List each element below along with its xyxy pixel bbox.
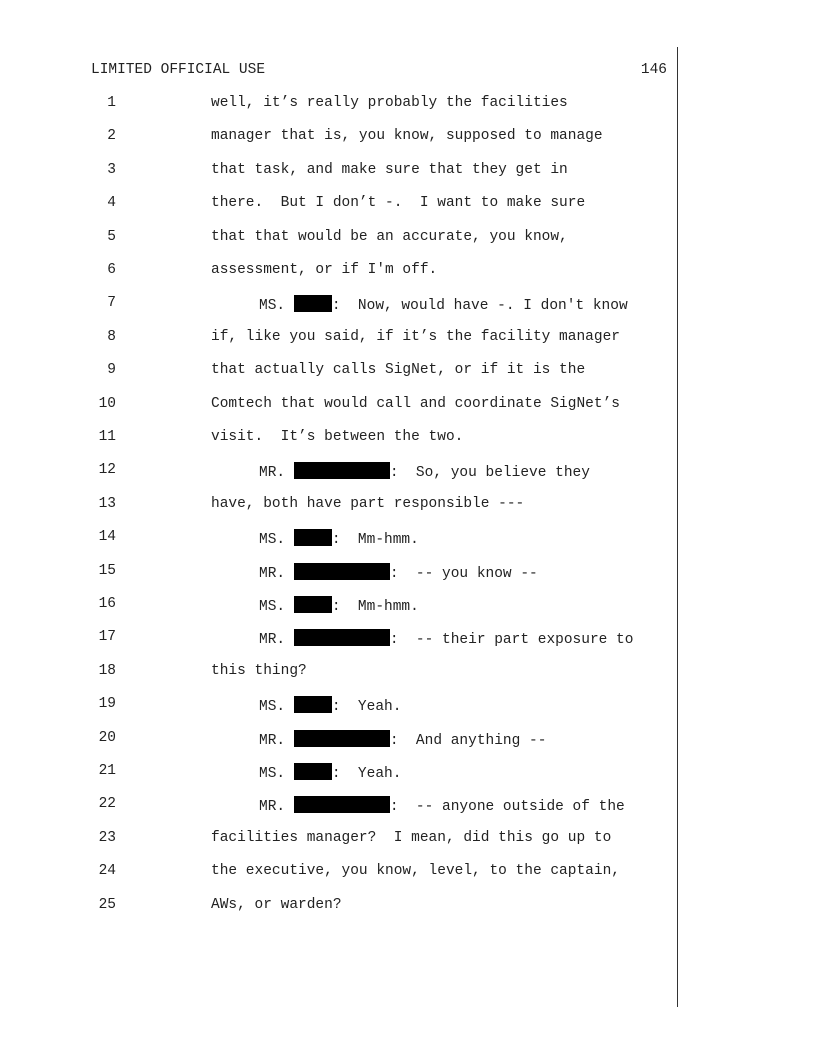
line-number: 17 [98,629,116,646]
speaker-text: : And anything -- [389,732,547,749]
line-number: 9 [107,362,116,379]
speaker-text: : Mm-hmm. [331,532,419,549]
speaker-title: MS. [259,599,294,615]
line-number: 20 [98,729,116,746]
page-header-classification: LIMITED OFFICIAL USE [91,62,266,78]
speaker-line [259,462,590,481]
speaker-title: MR. [259,632,294,649]
redaction-box [294,529,332,546]
speaker-line [259,629,633,648]
line-number: 2 [107,128,116,145]
speaker-title: MR. [259,465,294,482]
line-text: AWs, or warden? [211,896,342,913]
line-text: if, like you said, if it’s the facility manager [211,328,620,345]
speaker-line [259,763,401,782]
line-text: manager that is, you know, supposed to manage [211,128,603,145]
line-number: 7 [107,295,116,312]
line-number: 22 [98,796,116,813]
speaker-text: : Now, would have -. I don't know [331,298,628,315]
line-text: that that would be an accurate, you know, [211,228,568,245]
line-number: 8 [107,328,116,345]
speaker-text: : Mm-hmm. [331,599,419,615]
line-number: 6 [107,262,116,278]
line-number: 16 [98,596,116,612]
speaker-text: : So, you believe they [389,465,590,482]
speaker-line [259,563,538,582]
line-number: 13 [98,495,116,512]
line-number: 5 [107,228,116,245]
margin-rule [677,47,678,1007]
redaction-box [294,629,390,646]
line-number: 18 [98,662,116,679]
speaker-line [259,529,419,548]
speaker-line [259,730,546,749]
speaker-title: MS. [259,699,294,716]
speaker-title: MR. [259,565,294,582]
line-text: that actually calls SigNet, or if it is the [211,362,586,379]
line-number: 1 [107,95,116,111]
speaker-text: : -- their part exposure to [389,632,634,649]
line-text: that task, and make sure that they get in [211,161,568,178]
line-text: visit. It’s between the two. [211,429,464,445]
line-number: 24 [98,863,116,880]
redaction-box [294,730,390,747]
line-text: there. But I don’t -. I want to make sure [211,195,586,212]
redaction-box [294,763,332,780]
speaker-line [259,596,419,615]
speaker-text: : Yeah. [331,766,402,782]
line-text: the executive, you know, level, to the captain, [211,863,620,880]
line-number: 23 [98,829,116,846]
speaker-title: MS. [259,532,294,549]
redaction-box [294,696,332,713]
speaker-line [259,696,401,715]
line-number: 14 [98,529,116,546]
line-number: 15 [98,562,116,579]
line-text: this thing? [211,662,307,679]
line-number: 3 [107,161,116,178]
redaction-box [294,796,390,813]
speaker-line [259,295,628,314]
speaker-title: MR. [259,799,294,816]
line-number: 19 [98,696,116,713]
line-text: Comtech that would call and coordinate SigNet’s [211,395,620,412]
line-text: facilities manager? I mean, did this go up to [211,829,612,846]
speaker-text: : Yeah. [331,699,402,716]
line-text: assessment, or if I'm off. [211,262,438,278]
line-number: 10 [98,395,116,412]
line-number: 4 [107,195,116,212]
redaction-box [294,563,390,580]
line-text: have, both have part responsible --- [211,495,525,512]
speaker-text: : -- anyone outside of the [389,799,625,816]
speaker-title: MR. [259,732,294,749]
redaction-box [294,295,332,312]
speaker-line [259,796,625,815]
line-number: 21 [98,763,116,779]
line-number: 12 [98,462,116,479]
speaker-text: : -- you know -- [389,565,538,582]
page-number: 146 [640,62,667,78]
redaction-box [294,596,332,613]
speaker-title: MS. [259,298,294,315]
line-text: well, it’s really probably the facilities [211,95,568,111]
speaker-title: MS. [259,766,294,782]
line-number: 25 [98,896,116,913]
redaction-box [294,462,390,479]
line-number: 11 [98,429,116,445]
